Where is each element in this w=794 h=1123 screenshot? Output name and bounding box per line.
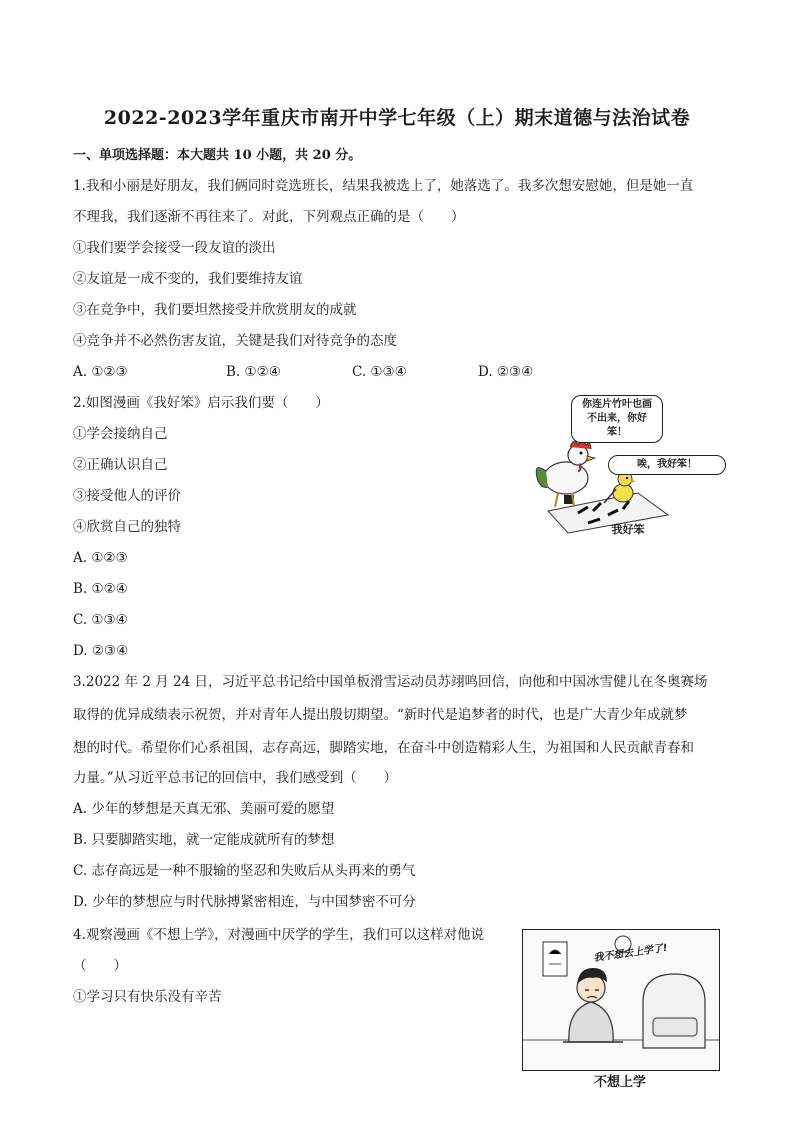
q2-option-a[interactable]: A. ①②③ (73, 550, 128, 566)
q1-option-d[interactable]: D. ②③④ (478, 364, 534, 380)
q2-option-c[interactable]: C. ①③④ (73, 612, 128, 628)
section-heading: 一、单项选择题：本大题共 10 小题，共 20 分。 (73, 148, 362, 163)
q3-option-a[interactable]: A. 少年的梦想是天真无邪、美丽可爱的愿望 (73, 801, 335, 817)
q1-stem-line2: 不理我，我们逐渐不再往来了。对此，下列观点正确的是（ ） (73, 209, 465, 225)
cartoon1-bubble-rooster: 你连片竹叶也画不出来，你好笨！ (571, 395, 663, 443)
q3-option-b[interactable]: B. 只要脚踏实地，就一定能成就所有的梦想 (73, 832, 335, 848)
q3-stem-line1: 3.2022 年 2 月 24 日，习近平总书记给中国单板滑雪运动员苏翊鸣回信，向他和中国冰雪健儿在冬奥赛场 (73, 674, 708, 690)
q3-stem-line3: 想的时代。希望你们心系祖国，志存高远，脚踏实地，在奋斗中创造精彩人生，为祖国和人民贡献青春和 (73, 740, 694, 756)
q4-stem-line1: 4.观察漫画《不想上学》，对漫画中厌学的学生，我们可以这样对他说 (73, 927, 485, 943)
q3-stem-line4: 力量。”从习近平总书记的回信中，我们感受到（ ） (73, 770, 398, 786)
q3-stem-line2: 取得的优异成绩表示祝贺，并对青年人提出殷切期望。“新时代是追梦者的时代，也是广大青少年成就梦 (73, 707, 688, 723)
page-title: 2022-2023学年重庆市南开中学七年级（上）期末道德与法治试卷 (103, 107, 691, 129)
q1-item-4: ④竞争并不必然伤害友谊，关键是我们对待竞争的态度 (73, 333, 397, 349)
q4-stem-line2: （ ） (73, 958, 127, 974)
cartoon1-bubble-chick: 唉，我好笨！ (608, 455, 726, 475)
cartoon-bu-xiang-shang-xue (522, 929, 720, 1071)
q1-item-2: ②友谊是一成不变的，我们要维持友谊 (73, 271, 303, 287)
q2-stem: 2.如图漫画《我好笨》启示我们要（ ） (73, 395, 329, 411)
cartoon-wo-hao-ben (528, 393, 724, 543)
q2-item-1: ①学会接纳自己 (73, 426, 168, 442)
q3-option-d[interactable]: D. 少年的梦想应与时代脉搏紧密相连，与中国梦密不可分 (73, 894, 416, 910)
q1-option-c[interactable]: C. ①③④ (352, 364, 407, 380)
q2-option-b[interactable]: B. ①②④ (73, 581, 128, 597)
q1-option-b[interactable]: B. ①②④ (226, 364, 281, 380)
cartoon2-caption: 不想上学 (593, 1075, 646, 1090)
q1-item-3: ③在竞争中，我们要坦然接受并欣赏朋友的成就 (73, 302, 357, 318)
q1-item-1: ①我们要学会接受一段友谊的淡出 (73, 240, 276, 256)
q1-stem-line1: 1.我和小丽是好朋友，我们俩同时竞选班长，结果我被选上了，她落选了。我多次想安慰她，但是她一直 (73, 178, 694, 194)
q2-item-4: ④欣赏自己的独特 (73, 519, 181, 535)
q2-item-2: ②正确认识自己 (73, 457, 168, 473)
q1-option-a[interactable]: A. ①②③ (73, 364, 128, 380)
q3-option-c[interactable]: C. 志存高远是一种不服输的坚忍和失败后从头再来的勇气 (73, 863, 416, 879)
cartoon2-speech-text: 我不想去上学了! (592, 942, 669, 965)
q2-item-3: ③接受他人的评价 (73, 488, 181, 504)
q4-item-1: ①学习只有快乐没有辛苦 (73, 989, 222, 1005)
cartoon1-caption: 我好笨 (611, 523, 645, 536)
q2-option-d[interactable]: D. ②③④ (73, 643, 129, 659)
